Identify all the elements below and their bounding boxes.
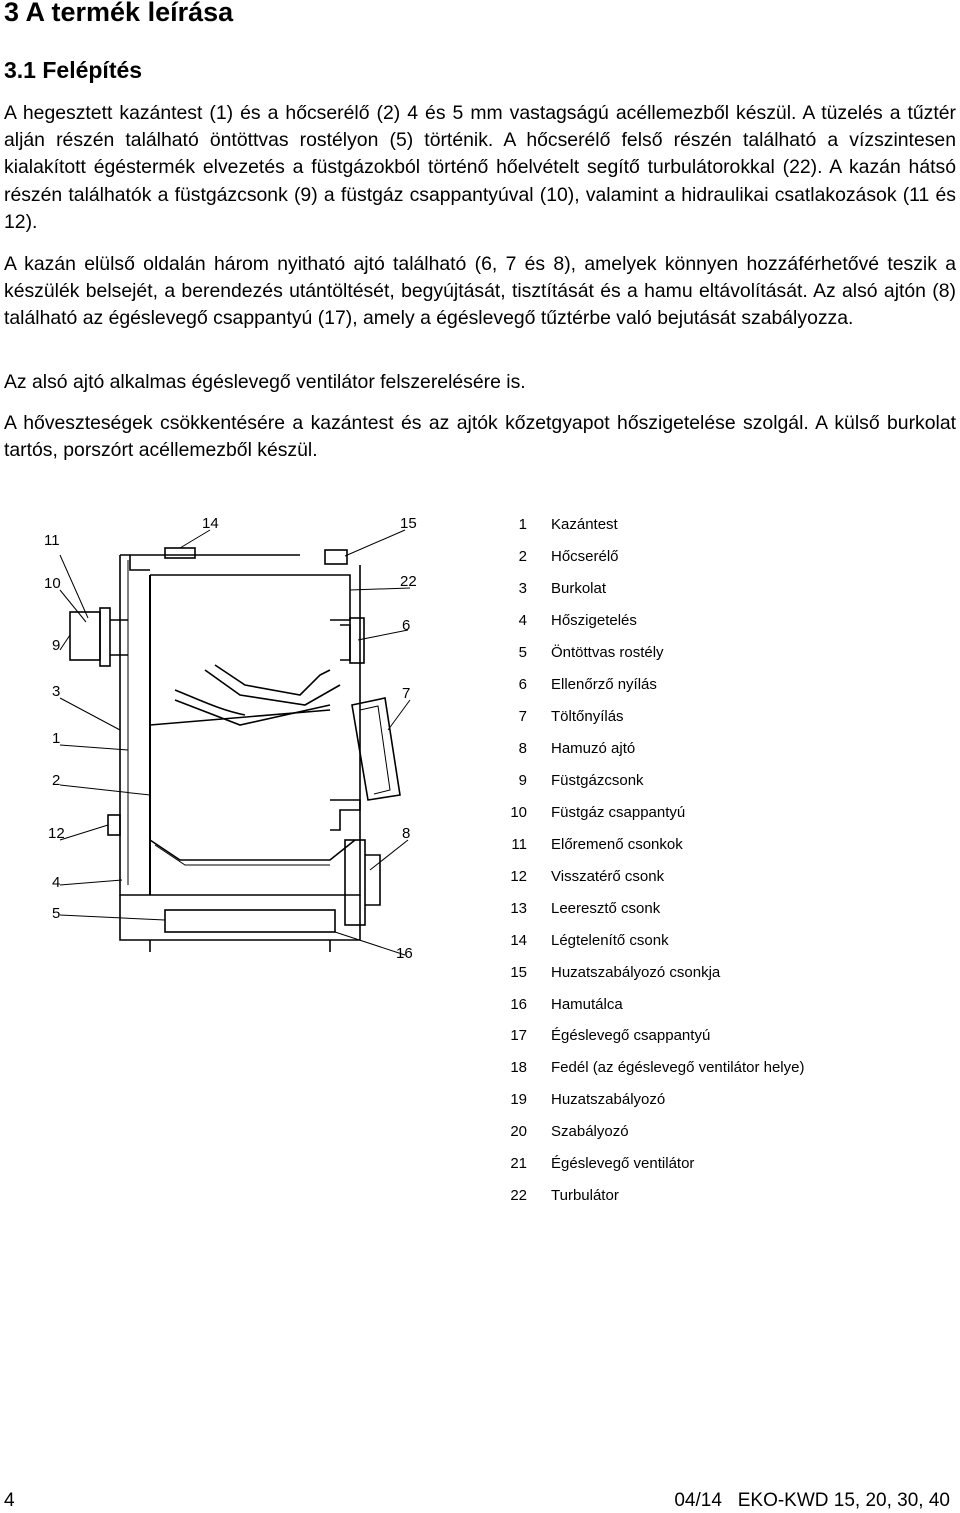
diagram-label: 11: [44, 532, 60, 549]
diagram-label: 16: [396, 945, 413, 962]
legend-number: 6: [518, 676, 527, 694]
legend-number: 21: [510, 1155, 527, 1173]
legend-number: 19: [510, 1091, 527, 1109]
legend-number: 20: [510, 1123, 527, 1141]
legend-text: Előremenő csonkok: [551, 835, 683, 853]
legend-number: 13: [510, 899, 527, 917]
legend-item: [503, 1084, 804, 1116]
legend-number: 1: [518, 516, 527, 534]
legend-text: Légtelenítő csonk: [551, 931, 669, 949]
diagram-label: 1: [52, 730, 61, 747]
legend-number: 15: [510, 963, 527, 981]
legend-item: [503, 924, 804, 956]
diagram-label: 5: [52, 905, 61, 922]
legend-text: Ellenőrző nyílás: [551, 676, 657, 694]
diagram-label: 12: [48, 825, 65, 842]
legend-item: [503, 1052, 804, 1084]
legend-number: 11: [511, 835, 527, 853]
legend-text: Szabályozó: [551, 1123, 629, 1141]
legend-text: Töltőnyílás: [551, 708, 624, 726]
legend-item: [503, 509, 804, 541]
legend-item: [503, 956, 804, 988]
legend-text: Hőszigetelés: [551, 612, 637, 630]
legend-text: Huzatszabályozó: [551, 1091, 666, 1109]
legend-number: 18: [510, 1059, 527, 1077]
legend-number: 7: [518, 708, 527, 726]
legend-item: [503, 701, 804, 733]
subsection-heading: 3.1 Felépítés: [4, 57, 143, 83]
footer-document-info: 04/14 EKO-KWD 15, 20, 30, 40: [674, 1490, 950, 1511]
legend-text: Füstgáz csappantyú: [551, 803, 686, 821]
legend-item: [503, 988, 804, 1020]
legend-item: [503, 1180, 804, 1212]
legend-item: [503, 541, 804, 573]
legend-number: 17: [510, 1027, 527, 1045]
legend-item: [503, 1148, 804, 1180]
legend-number: 4: [518, 612, 527, 630]
diagram-label: 3: [52, 683, 61, 700]
legend-number: 12: [510, 867, 527, 885]
paragraph-fan: Az alsó ajtó alkalmas égéslevegő ventilátor felszerelésére is.: [4, 371, 526, 393]
legend-text: Hamuzó ajtó: [551, 740, 636, 758]
legend-text: Turbulátor: [551, 1187, 619, 1205]
legend-text: Hőcserélő: [551, 548, 619, 566]
legend-text: Kazántest: [551, 516, 618, 534]
paragraph-doors: A kazán elülső oldalán három nyitható ajtó található (6, 7 és 8), amelyek könnyen hozzáférhetővé teszik a készülék belsejét, a berendezés utántöltését, begyújtását, tisztítását és a hamu eltávolítását. Az alsó ajtón (8) található az égéslevegő csappantyú (17), amely a égéslevegő tűztérbe való bejutását szabályozza.: [4, 253, 956, 330]
legend-text: Füstgázcsonk: [551, 771, 644, 789]
boiler-cross-section-diagram: [0, 500, 480, 970]
paragraph-insulation: A hőveszteségek csökkentésére a kazántest és az ajtók kőzetgyapot hőszigetelése szolgál. A külső burkolat tartós, porszórt acéllemezből készül.: [4, 412, 956, 462]
legend-number: 16: [510, 995, 527, 1013]
legend-number: 14: [510, 931, 527, 949]
diagram-label: 9: [52, 637, 61, 654]
diagram-label: 22: [400, 573, 417, 590]
diagram-label: 14: [202, 515, 219, 532]
section-heading: 3 A termék leírása: [4, 0, 234, 27]
diagram-label: 8: [402, 825, 411, 842]
legend-number: 8: [518, 740, 527, 758]
legend-item: [503, 1116, 804, 1148]
legend-text: Burkolat: [551, 580, 607, 598]
legend-item: [503, 733, 804, 765]
diagram-label: 4: [52, 874, 61, 891]
paragraph-construction: A hegesztett kazántest (1) és a hőcserélő (2) 4 és 5 mm vastagságú acéllemezből készül. A tüzelés a tűztér alján részén található öntöttvas rostélyon (5) történik. A hőcserélő felső részén található a vízszintesen kialakított égéstermék elvezetés a füstgázokból történő hőelvételt segítő turbulátorokkal (22). A kazán hátsó részén találhatók a füstgázcsonk (9) a füstgáz csappantyúval (10), valamint a hidraulikai csatlakozások (11 és 12).: [4, 102, 956, 233]
legend-item: [503, 637, 804, 669]
legend-text: Visszatérő csonk: [551, 867, 665, 885]
legend-text: Hamutálca: [551, 995, 623, 1013]
diagram-label: 7: [402, 685, 411, 702]
diagram-label: 15: [400, 515, 417, 532]
legend-number: 22: [510, 1187, 527, 1205]
legend-number: 10: [510, 803, 527, 821]
diagram-label: 2: [52, 772, 61, 789]
legend-number: 5: [518, 644, 527, 662]
legend-number: 2: [518, 548, 527, 566]
legend-item: [503, 892, 804, 924]
legend-item: [503, 605, 804, 637]
legend-text: Égéslevegő ventilátor: [551, 1155, 695, 1173]
diagram-label: 10: [44, 575, 61, 592]
legend-item: [503, 796, 804, 828]
legend-number: 9: [518, 771, 527, 789]
page-number: 4: [4, 1490, 15, 1511]
legend-item: [503, 573, 804, 605]
legend-text: Fedél (az égéslevegő ventilátor helye): [551, 1059, 805, 1077]
legend-item: [503, 765, 804, 797]
parts-legend: [503, 509, 804, 1212]
legend-text: Égéslevegő csappantyú: [551, 1027, 711, 1045]
legend-text: Öntöttvas rostély: [551, 644, 664, 662]
legend-text: Leeresztő csonk: [551, 899, 661, 917]
legend-text: Huzatszabályozó csonkja: [551, 963, 721, 981]
legend-number: 3: [518, 580, 527, 598]
legend-item: [503, 828, 804, 860]
legend-item: [503, 1020, 804, 1052]
legend-item: [503, 669, 804, 701]
diagram-label: 6: [402, 617, 411, 634]
legend-item: [503, 860, 804, 892]
